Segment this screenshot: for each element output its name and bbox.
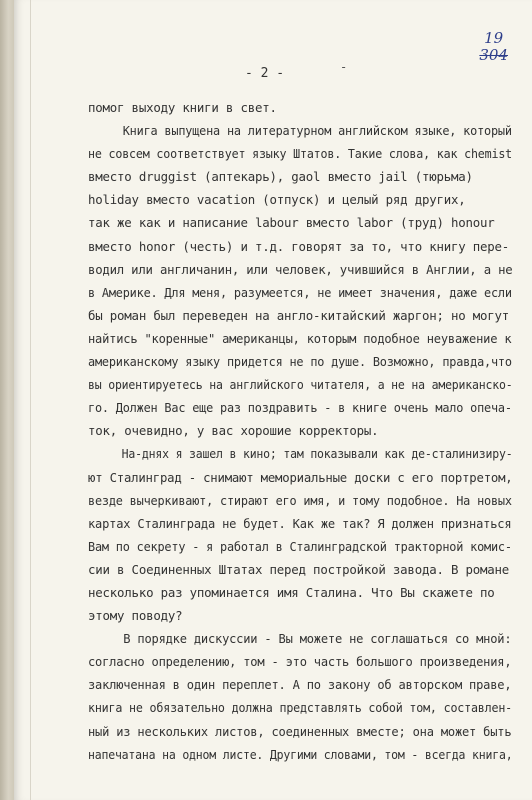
text-line-1: помог выходу книги в свет. bbox=[88, 100, 277, 115]
text-line-4: вместо druggist (аптекарь), gaol вместо jail (тюрьма) bbox=[88, 169, 473, 185]
text-line-26: заключенная в один переплет. А по закону об авторском праве, bbox=[88, 677, 512, 693]
text-line-9: в Америке. Для меня, разумеется, не имеет значения, даже если bbox=[88, 284, 512, 300]
text-line-18: везде вычеркивают, стирают его имя, и тому подобное. На новых bbox=[88, 492, 512, 508]
page-number: - 2 - bbox=[245, 66, 285, 81]
text-line-20: Вам по секрету - я работал в Сталинградской тракторной комис- bbox=[88, 538, 512, 554]
text-line-5: holiday вместо vacation (отпуск) и целый ряд других, bbox=[88, 192, 466, 208]
text-line-11: найтись "коренные" американцы, которым подобное неуважение к bbox=[88, 330, 512, 346]
archive-page-number bbox=[479, 30, 508, 64]
text-line-17: ют Сталинград - снимают мемориальные доски с его портретом, bbox=[88, 469, 513, 485]
text-line-27: книга не обязательно должна представлять собой том, составлен- bbox=[88, 700, 513, 716]
text-line-3: не совсем соответствует языку Штатов. Такие слова, как chemist bbox=[88, 146, 513, 162]
text-line-12: американскому языку придется не по душе. Возможно, правда,что bbox=[88, 354, 512, 370]
text-line-24: В порядке дискуссии - Вы можете не соглашаться со мной: bbox=[88, 631, 512, 647]
text-line-29: напечатана на одном листе. Другими словами, том - всегда книга, bbox=[88, 746, 513, 762]
text-line-8: водил или англичанин, или человек, учившийся в Англии, а не bbox=[88, 261, 513, 277]
page-edge-line bbox=[30, 0, 31, 800]
text-line-21: сии в Соединенных Штатах перед постройкой завода. В романе bbox=[88, 561, 510, 577]
text-line-7: вместо honor (честь) и т.д. говорят за то, что книгу пере- bbox=[88, 238, 510, 254]
text-line-19: картах Сталинграда не будет. Как же так? Я должен признаться bbox=[88, 515, 512, 531]
text-line-16: На-днях я зашел в кино; там показывали как де-сталинизиру- bbox=[88, 446, 513, 462]
text-line-10: бы роман был переведен на англо-китайский жаргон; но могут bbox=[88, 307, 510, 323]
archive-number-top: 19 bbox=[484, 29, 504, 47]
text-line-13: вы ориентируетесь на английского читателя, а не на американско- bbox=[88, 377, 513, 393]
text-line-25: согласно определению, том - это часть большого произведения, bbox=[88, 654, 512, 670]
text-line-6: так же как и написание labour вместо labor (труд) honour bbox=[88, 215, 495, 231]
text-line-15: ток, очевидно, у вас хорошие корректоры. bbox=[88, 423, 379, 439]
text-line-14: го. Должен Вас еще раз поздравить - в книге очень мало опеча- bbox=[88, 400, 512, 416]
letter-body bbox=[88, 96, 512, 766]
text-line-23: этому поводу? bbox=[88, 608, 183, 624]
text-line-22: несколько раз упоминается имя Сталина. Что Вы скажете по bbox=[88, 584, 495, 600]
binding-strip bbox=[0, 0, 14, 800]
text-line-28: ный из нескольких листов, соединенных вместе; она может быть bbox=[88, 723, 512, 739]
dash-mark: - bbox=[340, 60, 348, 74]
text-line-2: Книга выпущена на литературном английском языке, который bbox=[88, 123, 512, 139]
archive-number-bottom: 304 bbox=[479, 46, 508, 64]
